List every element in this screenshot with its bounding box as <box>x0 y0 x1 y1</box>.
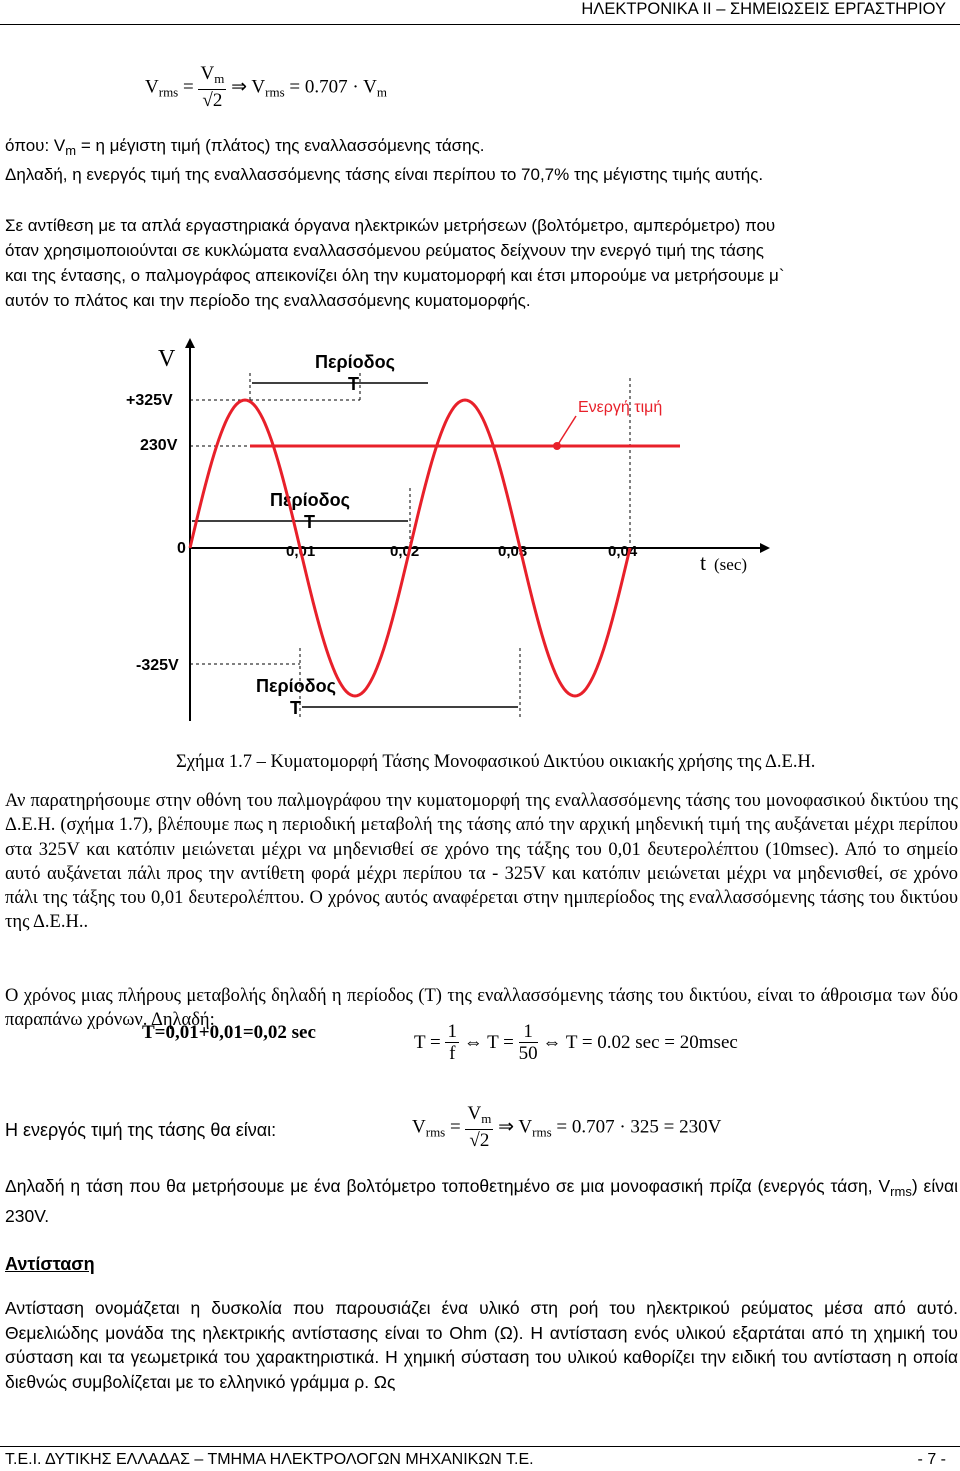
eq-sign: = <box>449 1116 461 1138</box>
text: όπου: V <box>5 136 66 155</box>
text: όταν χρησιμοποιούνται σε κυκλώματα εναλλασσόμενου ρεύματος δείχνουν την ενεργό τιμή της τάσης <box>5 241 764 260</box>
eq-rhs: = 0.707 · 325 = 230V <box>556 1116 722 1138</box>
eq-subscript: rms <box>158 84 179 100</box>
fraction: $\frac{V_m}{√2}$ <box>200 63 225 111</box>
y-tick-230: 230V <box>140 437 178 454</box>
period-label-top: Περίοδος <box>315 352 395 372</box>
text: = η μέγιστη τιμή (πλάτος) της εναλλασσόμενης τάσης. <box>76 136 485 155</box>
paragraph-period: Ο χρόνος μιας πλήρους μεταβολής δηλαδή η περίοδος (Τ) της εναλλασσόμενης τάσης του δικτύου, είναι το άθροισμα των δύο παραπάνω χρόνων. Δηλαδή: <box>5 986 958 1031</box>
frac-denominator: 50 <box>518 1043 538 1064</box>
period-symbol-bottom: T <box>290 698 301 718</box>
frac-numerator: 1 <box>447 1021 457 1042</box>
text-subscript: rms <box>890 1184 912 1199</box>
eq-subscript: rms <box>425 1124 446 1140</box>
waveform-figure <box>120 338 800 724</box>
frac-numerator: V <box>200 63 215 84</box>
y-tick-325: +325V <box>126 392 173 409</box>
t-axis-unit: (sec) <box>714 555 748 574</box>
figure-caption: Σχήμα 1.7 – Κυματομορφή Τάσης Μονοφασικού Δικτύου οικιακής χρήσης της Δ.Ε.Η. <box>176 752 816 772</box>
paragraph-explanation: Αν παρατηρήσουμε στην οθόνη του παλμογράφου την κυματομορφή της εναλλασσόμενης τάσης του μονοφασικού δικτύου της Δ.Ε.Η. (σχήμα 1.7), βλέπουμε πως η περιοδική μεταβολή της τάσης από την αρχική μηδενική τιμή της αυξάνεται μέχρι περίπου στα 325V και κατόπιν μειώνεται μέχρι να μηδενισθεί σε χρόνο της τάξης του 0,01 δευτερολέπτου (10msec). Από το σημείο αυτό αυξάνεται πάλι προς την αντίθετη φορά μέχρι περίπου τα - 325V και κατόπιν μειώνεται μέχρι να μηδενισθεί, σε χρόνο πάλι της τάξης του 0,01 δευτερολέπτου. Ο χρόνος αυτός αναφέρεται στην ημιπερίοδος της εναλλασσόμενης τάσης του δικτύου της Δ.Ε.Η.. <box>5 791 958 933</box>
paragraph-definition <box>5 134 957 187</box>
eq-subscript: rms <box>532 1124 552 1140</box>
x-tick-004: 0,04 <box>608 543 638 560</box>
period-symbol-mid: T <box>304 512 315 532</box>
text-subscript: m <box>65 143 77 158</box>
eq-symbol: V <box>518 1116 533 1138</box>
header-rule <box>0 24 960 25</box>
eq-subscript: m <box>214 71 225 86</box>
frac-denominator: 2 <box>479 1130 490 1151</box>
text: Δηλαδή η τάση που θα μετρήσουμε με ένα βολτόμετρο τοποθετημένο σε μια μονοφασική πρίζα (ενεργός τάση, V <box>5 1176 891 1196</box>
eq-subscript: rms <box>265 84 285 100</box>
y-axis-arrow <box>185 338 195 348</box>
eq-sum: T=0,01+0,01=0,02 sec <box>142 1022 316 1043</box>
rms-pointer <box>557 416 576 446</box>
eq-subscript: m <box>481 1111 492 1126</box>
period-symbol-top: T <box>348 374 359 394</box>
page-number: - 7 - <box>917 1451 946 1468</box>
x-tick-001: 0,01 <box>286 543 316 560</box>
footer-institution: Τ.Ε.Ι. ΔΥΤΙΚΗΣ ΕΛΛΑΔΑΣ – ΤΜΗΜΑ ΗΛΕΚΤΡΟΛΟΓΩΝ ΜΗΧΑΝΙΚΩΝ Τ.Ε. <box>5 1451 534 1468</box>
period-label-mid: Περίοδος <box>270 490 350 510</box>
eq-text: T = <box>414 1031 441 1053</box>
paragraph-resistance: Αντίσταση ονομάζεται η δυσκολία που παρουσιάζει ένα υλικό στη ροή του ηλεκτρικού ρεύματος μέσα από αυτό. Θεμελιώδης μονάδα της ηλεκτρικής αντίστασης είναι το Ohm (Ω). Η αντίσταση ενός υλικού εξαρτάται από τη χημική του σύσταση και τα γεωμετρικά του χαρακτηριστικά. Η χημική σύσταση του υλικού καθορίζει την ειδική του αντίσταση η οποία διεθνώς συμβολίζεται με το ελληνικό γράμμα ρ. Ως <box>5 1298 958 1392</box>
period-label-bottom: Περίοδος <box>256 676 336 696</box>
text: Δηλαδή, η ενεργός τιμή της εναλλασσόμενης τάσης είναι περίπου το 70,7% της μέγιστης τιμής αυτής. <box>5 165 764 184</box>
equation-period-frac <box>414 1022 738 1065</box>
t-axis-label: t <box>700 550 707 575</box>
text: αυτόν το πλάτος και την περίοδο της εναλλασσόμενης κυματομορφής. <box>5 291 531 310</box>
equation-rms-value <box>412 1104 721 1152</box>
footer-rule <box>0 1446 960 1447</box>
frac-denominator: f <box>449 1043 456 1064</box>
x-tick-002: 0,02 <box>390 543 420 560</box>
equation-period <box>142 1022 316 1044</box>
eq-text: T = 0.02 sec = 20msec <box>565 1031 738 1053</box>
eq-symbol: V <box>251 76 266 98</box>
text: και της έντασης, ο παλμογράφος απεικονίζει όλη την κυματομορφή και έτσι μπορούμε να μετρήσουμε μ` <box>5 266 785 285</box>
paragraph-oscilloscope <box>5 213 957 313</box>
fraction <box>445 1022 459 1065</box>
fraction <box>519 1022 538 1065</box>
equation-rms <box>145 64 387 112</box>
paragraph-socket <box>5 1174 958 1229</box>
x-axis-arrow <box>760 543 770 553</box>
fraction: $\frac{V_m}{√2}$ <box>467 1103 492 1151</box>
y-tick-0: 0 <box>177 540 186 557</box>
y-tick-neg325: -325V <box>136 657 179 674</box>
frac-denominator: 2 <box>212 90 223 111</box>
implies-arrow: ⇒ <box>498 1116 514 1138</box>
eq-sign: = <box>182 76 194 98</box>
eq-symbol: V <box>412 1116 426 1138</box>
eq-text: T = <box>487 1031 514 1053</box>
v-axis-label: V <box>158 346 176 372</box>
text: Σε αντίθεση με τα απλά εργαστηριακά όργανα ηλεκτρικών μετρήσεων (βολτόμετρο, αμπερόμετρο) που <box>5 216 776 235</box>
x-tick-003: 0,03 <box>498 543 528 560</box>
header-title: ΗΛΕΚΤΡΟΝΙΚΑ ΙΙ – ΣΗΜΕΙΩΣΕΙΣ ΕΡΓΑΣΤΗΡΙΟΥ <box>581 0 946 18</box>
frac-numerator: 1 <box>519 1022 538 1043</box>
implies-arrow: ⇒ <box>231 76 247 98</box>
rms-label: Ενεργή τιμή <box>578 399 663 416</box>
rms-label-text: Η ενεργός τιμή της τάσης θα είναι: <box>5 1120 277 1140</box>
equiv-arrow: ⇔ <box>463 1031 483 1053</box>
frac-numerator: V <box>467 1103 482 1124</box>
equiv-arrow: ⇔ <box>542 1031 562 1053</box>
text: ) είναι 230V. <box>5 1176 958 1227</box>
eq-symbol: V <box>145 76 159 98</box>
eq-subscript: m <box>376 84 387 100</box>
eq-rhs: = 0.707 · V <box>289 76 377 98</box>
section-title: Αντίσταση <box>5 1254 95 1274</box>
